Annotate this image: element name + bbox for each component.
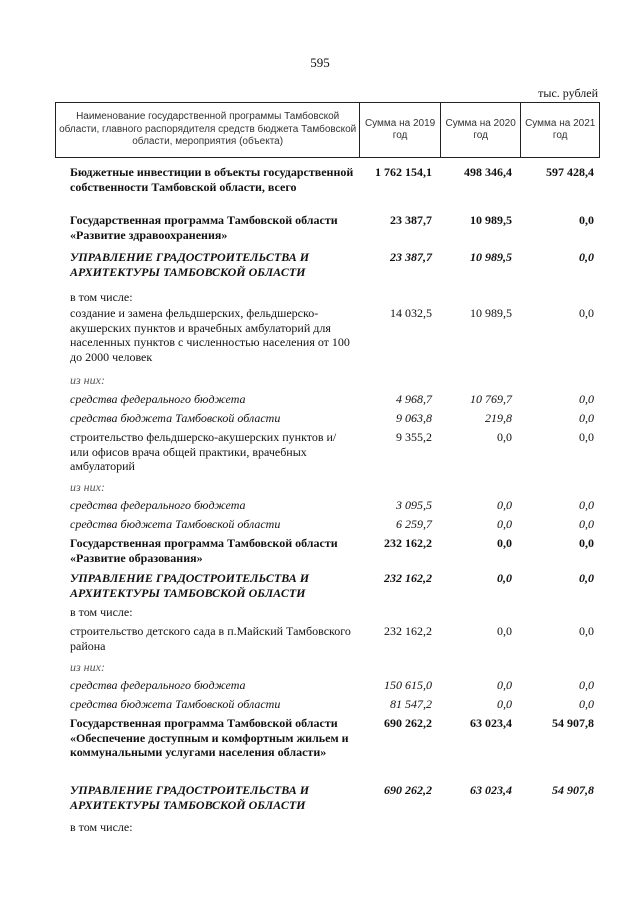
- value-2019: 6 259,7: [396, 517, 432, 531]
- header-2019-column: Сумма на 2019 год: [359, 103, 440, 157]
- value-2021: 0,0: [579, 392, 594, 406]
- value-2021: 0,0: [579, 411, 594, 425]
- value-2020: 0,0: [497, 678, 512, 692]
- value-2021: 0,0: [579, 517, 594, 531]
- value-2020: 498 346,4: [464, 165, 512, 179]
- value-2020: 0,0: [497, 571, 512, 585]
- value-2021: 0,0: [579, 536, 594, 550]
- value-2019: 690 262,2: [384, 716, 432, 730]
- value-2021: 0,0: [579, 498, 594, 512]
- row-name: УПРАВЛЕНИЕ ГРАДОСТРОИТЕЛЬСТВА И АРХИТЕКТУРЫ ТАМБОВСКОЙ ОБЛАСТИ: [70, 571, 310, 600]
- value-2020: 63 023,4: [470, 716, 512, 730]
- value-2021: 0,0: [579, 250, 594, 264]
- header-2021-column: Сумма на 2021 год: [520, 103, 599, 157]
- value-2020: 0,0: [497, 624, 512, 638]
- value-2021: 0,0: [579, 678, 594, 692]
- value-2019: 690 262,2: [384, 783, 432, 797]
- row-name: средства бюджета Тамбовской области: [70, 411, 281, 425]
- value-2020: 0,0: [497, 430, 512, 444]
- value-2019: 9 063,8: [396, 411, 432, 425]
- table-header: [55, 102, 600, 158]
- unit-label: тыс. рублей: [538, 86, 598, 100]
- row-name: УПРАВЛЕНИЕ ГРАДОСТРОИТЕЛЬСТВА И АРХИТЕКТУРЫ ТАМБОВСКОЙ ОБЛАСТИ: [70, 783, 310, 812]
- value-2019: 23 387,7: [390, 250, 432, 264]
- row-name: средства бюджета Тамбовской области: [70, 517, 281, 531]
- row-name: из них:: [70, 660, 105, 674]
- value-2021: 597 428,4: [546, 165, 594, 179]
- row-name: Государственная программа Тамбовской области «Обеспечение доступным и комфортным жильем и коммунальными услугами населения области»: [70, 716, 349, 759]
- value-2020: 10 989,5: [470, 213, 512, 227]
- row-name: средства бюджета Тамбовской области: [70, 697, 281, 711]
- header-2020-column: Сумма на 2020 год: [440, 103, 521, 157]
- value-2020: 0,0: [497, 697, 512, 711]
- row-name: средства федерального бюджета: [70, 678, 246, 692]
- value-2021: 0,0: [579, 430, 594, 444]
- row-name: Государственная программа Тамбовской области «Развитие здравоохранения»: [70, 213, 338, 242]
- value-2019: 14 032,5: [390, 306, 432, 320]
- value-2019: 232 162,2: [384, 536, 432, 550]
- row-name: средства федерального бюджета: [70, 498, 246, 512]
- row-name: создание и замена фельдшерских, фельдшерско-акушерских пунктов и врачебных амбулаторий для населенных пунктов с численностью населения от 100 до 2000 человек: [70, 306, 350, 364]
- value-2021: 0,0: [579, 571, 594, 585]
- value-2021: 54 907,8: [552, 783, 594, 797]
- row-name: в том числе:: [70, 820, 133, 834]
- value-2020: 10 769,7: [470, 392, 512, 406]
- row-name: строительство детского сада в п.Майский Тамбовского района: [70, 624, 351, 653]
- value-2020: 10 989,5: [470, 306, 512, 320]
- value-2019: 23 387,7: [390, 213, 432, 227]
- value-2020: 219,8: [485, 411, 512, 425]
- row-name: строительство фельдшерско-акушерских пунктов и/или офисов врача общей практики, врачебных амбулаторий: [70, 430, 337, 473]
- value-2020: 63 023,4: [470, 783, 512, 797]
- value-2020: 0,0: [497, 517, 512, 531]
- value-2020: 0,0: [497, 498, 512, 512]
- value-2019: 81 547,2: [390, 697, 432, 711]
- value-2019: 1 762 154,1: [375, 165, 432, 179]
- row-name: средства федерального бюджета: [70, 392, 246, 406]
- row-name: в том числе:: [70, 290, 133, 304]
- value-2021: 0,0: [579, 306, 594, 320]
- value-2019: 232 162,2: [384, 624, 432, 638]
- header-name-column: Наименование государственной программы Тамбовской области, главного распорядителя средств бюджета Тамбовской области, мероприятия (объекта): [59, 111, 357, 148]
- row-name: из них:: [70, 480, 105, 494]
- value-2020: 10 989,5: [470, 250, 512, 264]
- value-2021: 0,0: [579, 624, 594, 638]
- value-2019: 9 355,2: [396, 430, 432, 444]
- row-name: из них:: [70, 373, 105, 387]
- page-number: 595: [310, 55, 330, 70]
- value-2019: 4 968,7: [396, 392, 432, 406]
- value-2021: 0,0: [579, 697, 594, 711]
- value-2019: 150 615,0: [384, 678, 432, 692]
- value-2020: 0,0: [497, 536, 512, 550]
- row-name: Государственная программа Тамбовской области «Развитие образования»: [70, 536, 338, 565]
- row-name: УПРАВЛЕНИЕ ГРАДОСТРОИТЕЛЬСТВА И АРХИТЕКТУРЫ ТАМБОВСКОЙ ОБЛАСТИ: [70, 250, 310, 279]
- value-2021: 54 907,8: [552, 716, 594, 730]
- value-2021: 0,0: [579, 213, 594, 227]
- value-2019: 3 095,5: [396, 498, 432, 512]
- row-name: Бюджетные инвестиции в объекты государственной собственности Тамбовской области, всего: [70, 165, 354, 194]
- value-2019: 232 162,2: [384, 571, 432, 585]
- row-name: в том числе:: [70, 605, 133, 619]
